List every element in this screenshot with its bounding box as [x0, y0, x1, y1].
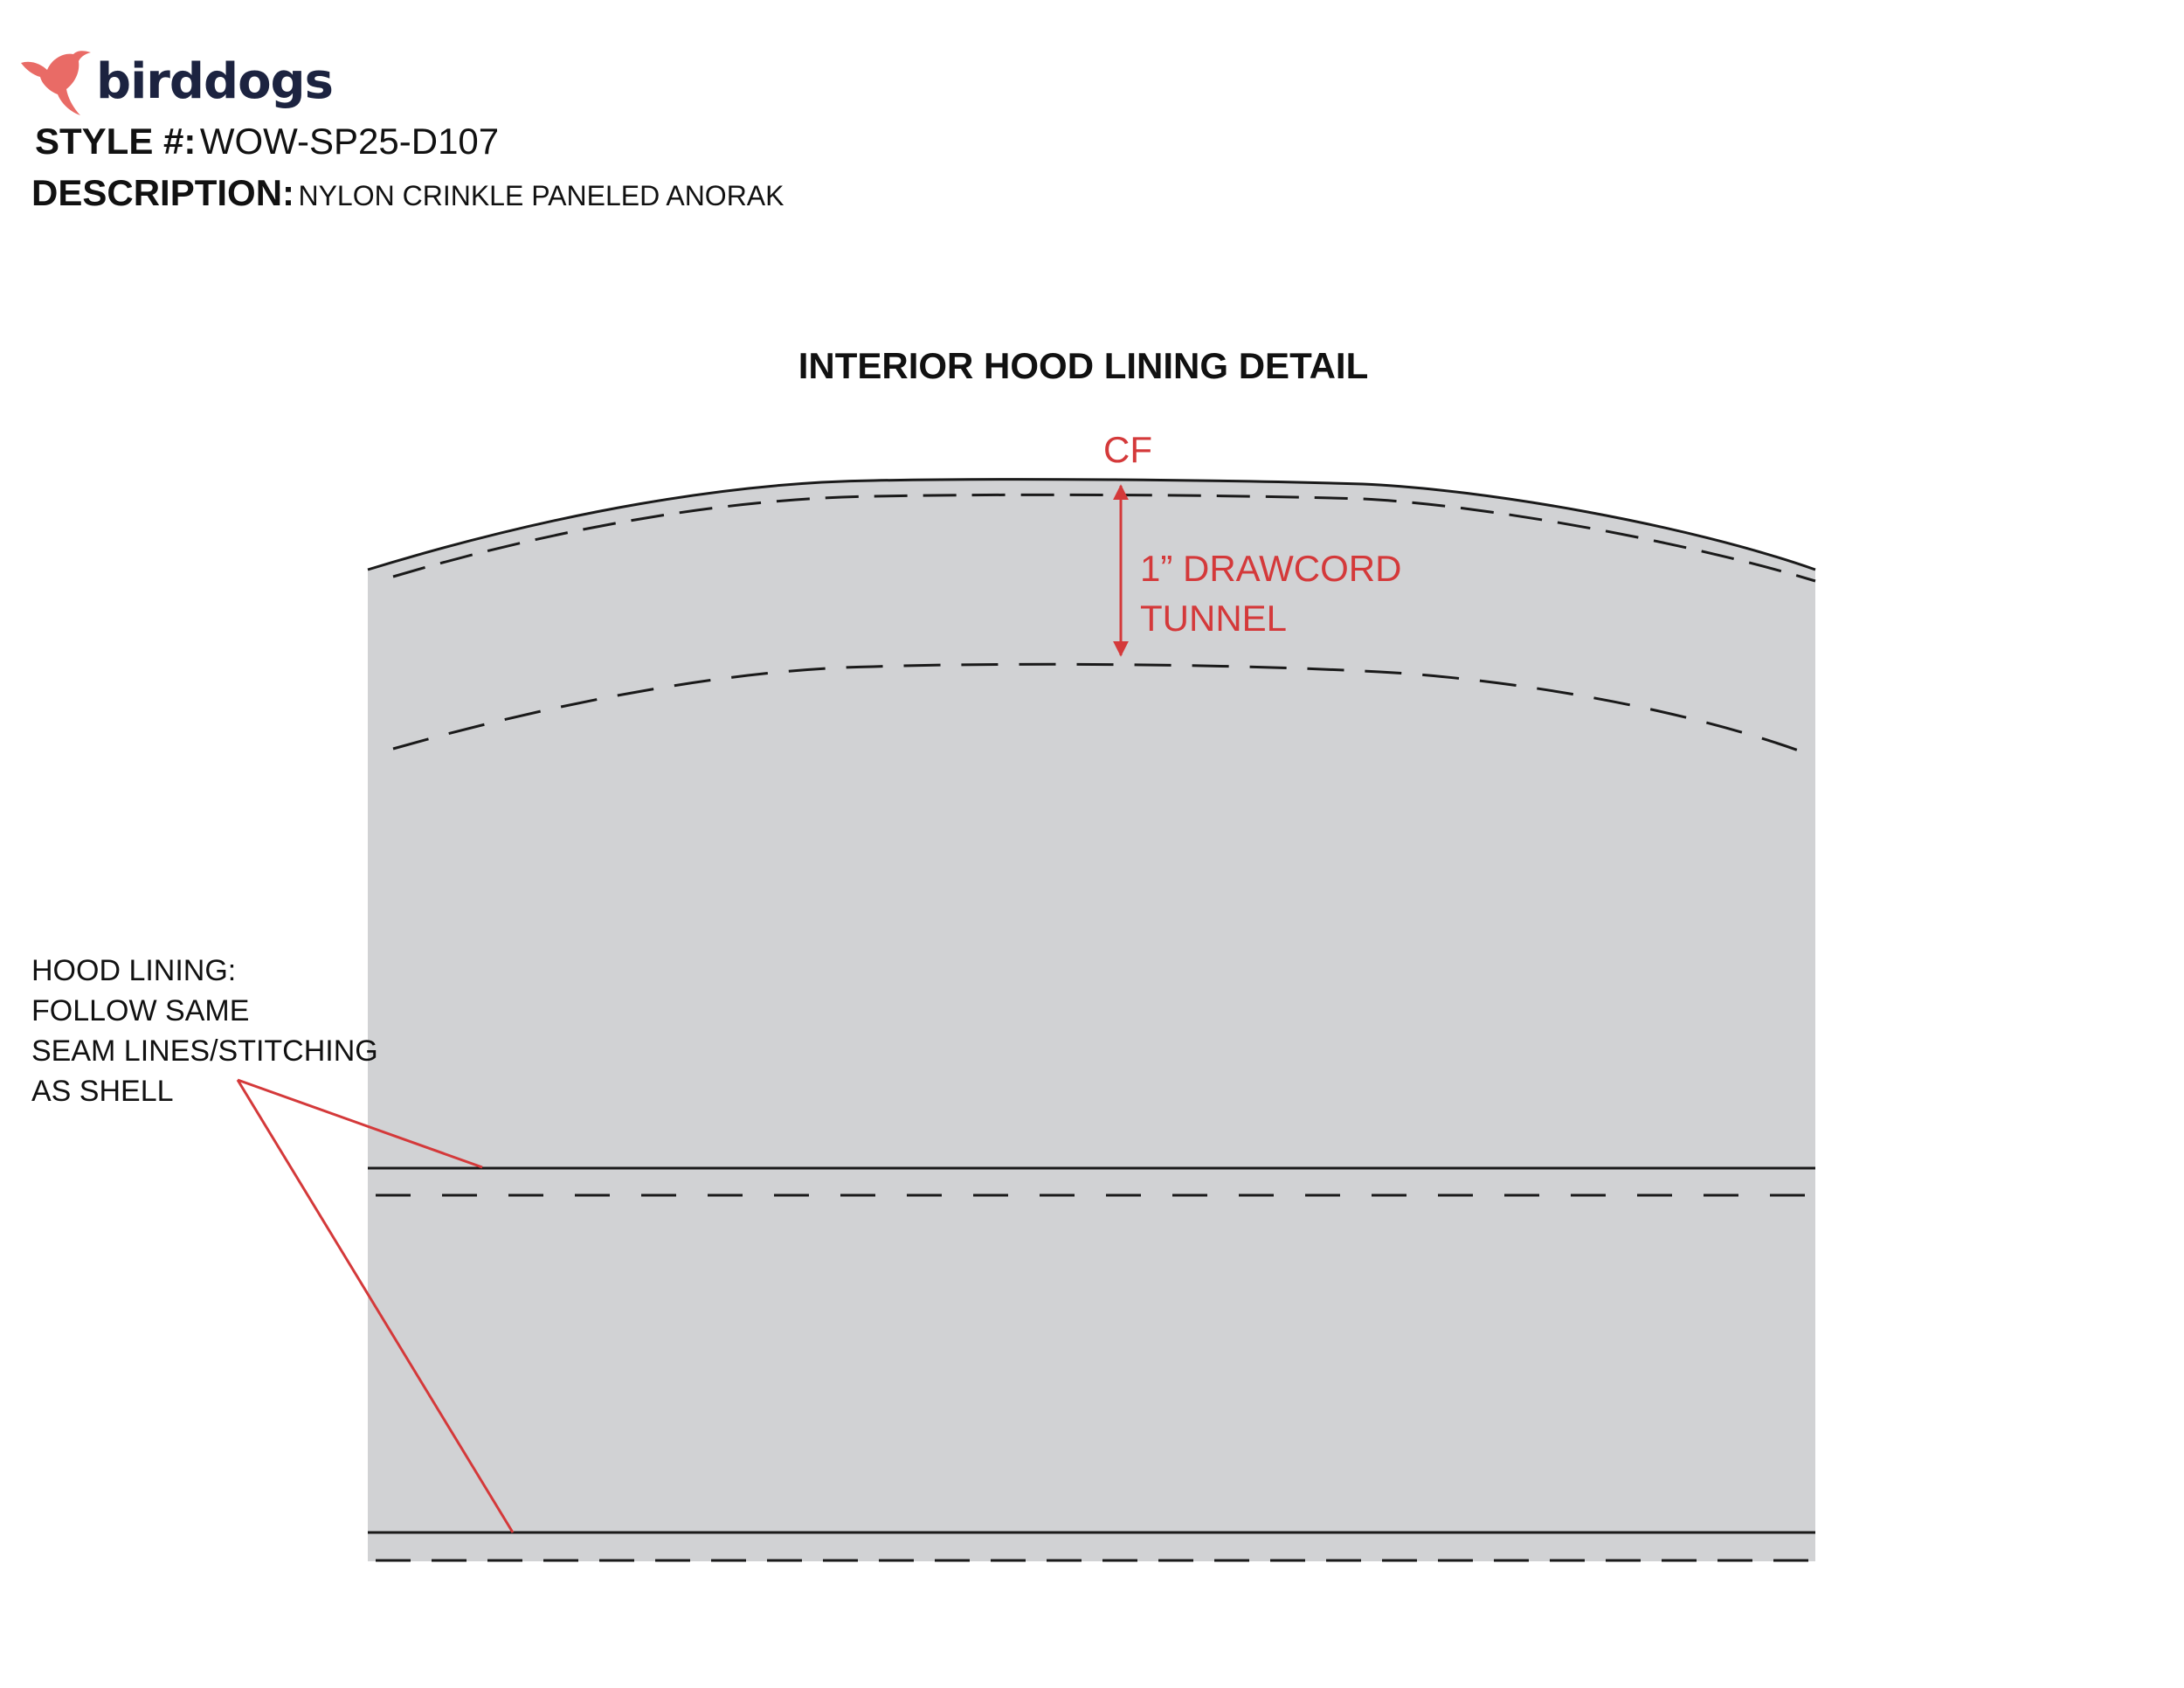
hood-lining-note — [31, 951, 378, 1111]
drawcord-tunnel-label — [1140, 544, 1401, 643]
drawcord-tunnel-label-line1: 1” DRAWCORD — [1140, 548, 1402, 589]
hood-lining-note-line: SEAM LINES/STITCHING — [31, 1034, 378, 1068]
brand-name: birddogs — [96, 53, 333, 110]
hood-lining-note-line: HOOD LINING: — [31, 954, 237, 987]
hood-lining-note-line: AS SHELL — [31, 1075, 174, 1108]
hood-lining-panel — [368, 480, 1815, 1561]
drawcord-tunnel-label-line2: TUNNEL — [1140, 597, 1288, 639]
style-number-label: STYLE #: — [35, 121, 197, 162]
center-front-label: CF — [1103, 429, 1152, 470]
description-label: DESCRIPTION: — [31, 172, 295, 213]
description-value: NYLON CRINKLE PANELED ANORAK — [298, 180, 784, 211]
style-number-value: WOW-SP25-D107 — [199, 121, 500, 162]
diagram-title: INTERIOR HOOD LINING DETAIL — [798, 345, 1369, 386]
hood-lining-note-line: FOLLOW SAME — [31, 994, 250, 1027]
